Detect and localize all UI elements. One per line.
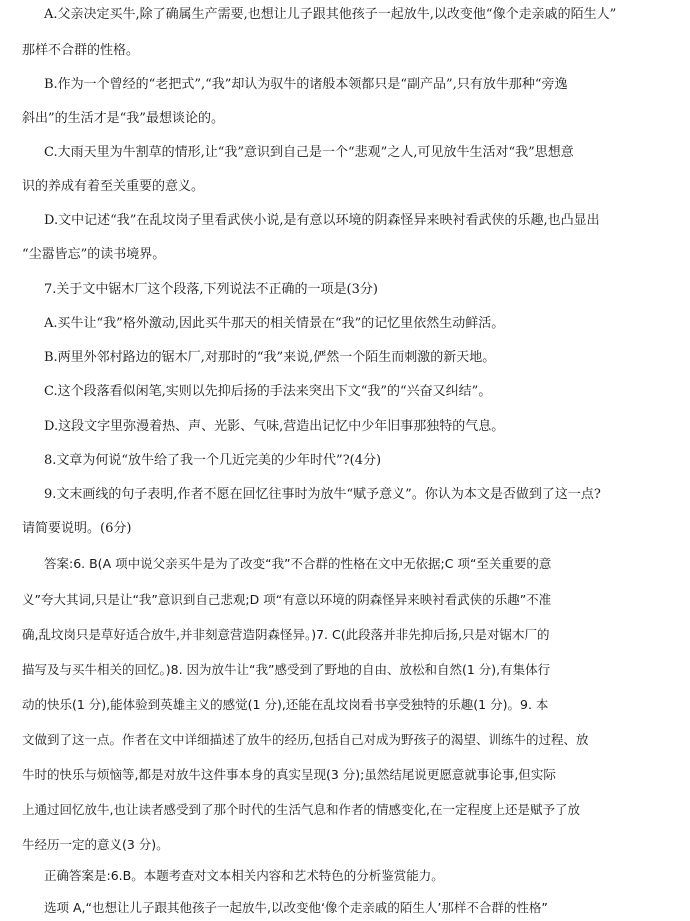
- q7-option-b: B.两里外邻村路边的锯木厂,对那时的“我”来说,俨然一个陌生而刺激的新天地。: [44, 350, 496, 365]
- line-option-b-1: B.作为一个曾经的“老把式”,“我”却认为驭牛的诸般本领都只是“副产品”,只有放牛那种“旁逸: [44, 77, 568, 92]
- question-7: 7.关于文中锯木厂这个段落,下列说法不正确的一项是(3分): [44, 282, 378, 297]
- question-9-2: 请简要说明。(6分): [22, 521, 132, 536]
- question-8: 8.文章为何说“放牛给了我一个几近完美的少年时代”?(4分): [44, 453, 382, 468]
- answer-line-4: 描写及与买牛相关的回忆。)8. 因为放牛让“我”感受到了野地的自由、放松和自然(1 分),有集体行: [22, 662, 551, 677]
- line-option-c-1: C.大雨天里为牛割草的情形,让“我”意识到自己是一个“悲观”之人,可见放牛生活对“我”思想意: [44, 145, 574, 160]
- answer-line-6: 文做到了这一点。作者在文中详细描述了放牛的经历,包括自己对成为野孩子的渴望、训练牛的过程、放: [22, 732, 589, 747]
- line-option-b-2: 斜出”的生活才是“我”最想谈论的。: [22, 111, 224, 126]
- option-a-analysis: 选项 A,“也想让儿子跟其他孩子一起放牛,以改变他‘像个走亲戚的陌生人’那样不合群的性格”: [44, 900, 548, 915]
- line-option-a-1: A.父亲决定买牛,除了确属生产需要,也想让儿子跟其他孩子一起放牛,以改变他“像个走亲戚的陌生人”: [44, 7, 617, 22]
- line-option-c-2: 识的养成有着至关重要的意义。: [22, 179, 205, 194]
- answer-line-7: 牛时的快乐与烦恼等,都是对放牛这件事本身的真实呈现(3 分);虽然结尾说更愿意就事论事,但实际: [22, 767, 556, 782]
- answer-line-1: 答案:6. B(A 项中说父亲买牛是为了改变“我”不合群的性格在文中无依据;C 项“至关重要的意: [44, 556, 552, 571]
- answer-line-2: 义”夸大其词,只是让“我”意识到自己悲观;D 项“有意以环境的阴森怪异来映衬看武侠的乐趣”不准: [22, 592, 552, 607]
- q7-option-d: D.这段文字里弥漫着热、声、光影、气味,营造出记忆中少年旧事那独特的气息。: [44, 419, 505, 434]
- answer-line-3: 确,乱坟岗只是草好适合放牛,并非刻意营造阴森怪异。)7. C(此段落并非先抑后扬,只是对锯木厂的: [22, 627, 550, 642]
- answer-line-5: 动的快乐(1 分),能体验到英雄主义的感觉(1 分),还能在乱坟岗看书享受独特的乐趣(1 分)。9. 本: [22, 697, 549, 712]
- correct-answer: 正确答案是:6.B。本题考查对文本相关内容和艺术特色的分析鉴赏能力。: [44, 868, 444, 883]
- q7-option-a: A.买牛让“我”格外激动,因此买牛那天的相关情景在“我”的记忆里依然生动鲜活。: [44, 316, 505, 331]
- answer-line-9: 牛经历一定的意义(3 分)。: [22, 837, 169, 852]
- line-option-a-2: 那样不合群的性格。: [22, 43, 140, 58]
- answer-line-8: 上通过回忆放牛,也让读者感受到了那个时代的生活气息和作者的情感变化,在一定程度上还是赋予了放: [22, 802, 580, 817]
- line-option-d-2: “尘嚣皆忘”的读书境界。: [22, 247, 166, 262]
- q7-option-c: C.这个段落看似闲笔,实则以先抑后扬的手法来突出下文“我”的“兴奋又纠结”。: [44, 384, 492, 399]
- line-option-d-1: D.文中记述“我”在乱坟岗子里看武侠小说,是有意以环境的阴森怪异来映衬看武侠的乐趣,也凸显出: [44, 213, 600, 228]
- question-9-1: 9.文末画线的句子表明,作者不愿在回忆往事时为放牛“赋予意义”。你认为本文是否做到了这一点?: [44, 487, 601, 502]
